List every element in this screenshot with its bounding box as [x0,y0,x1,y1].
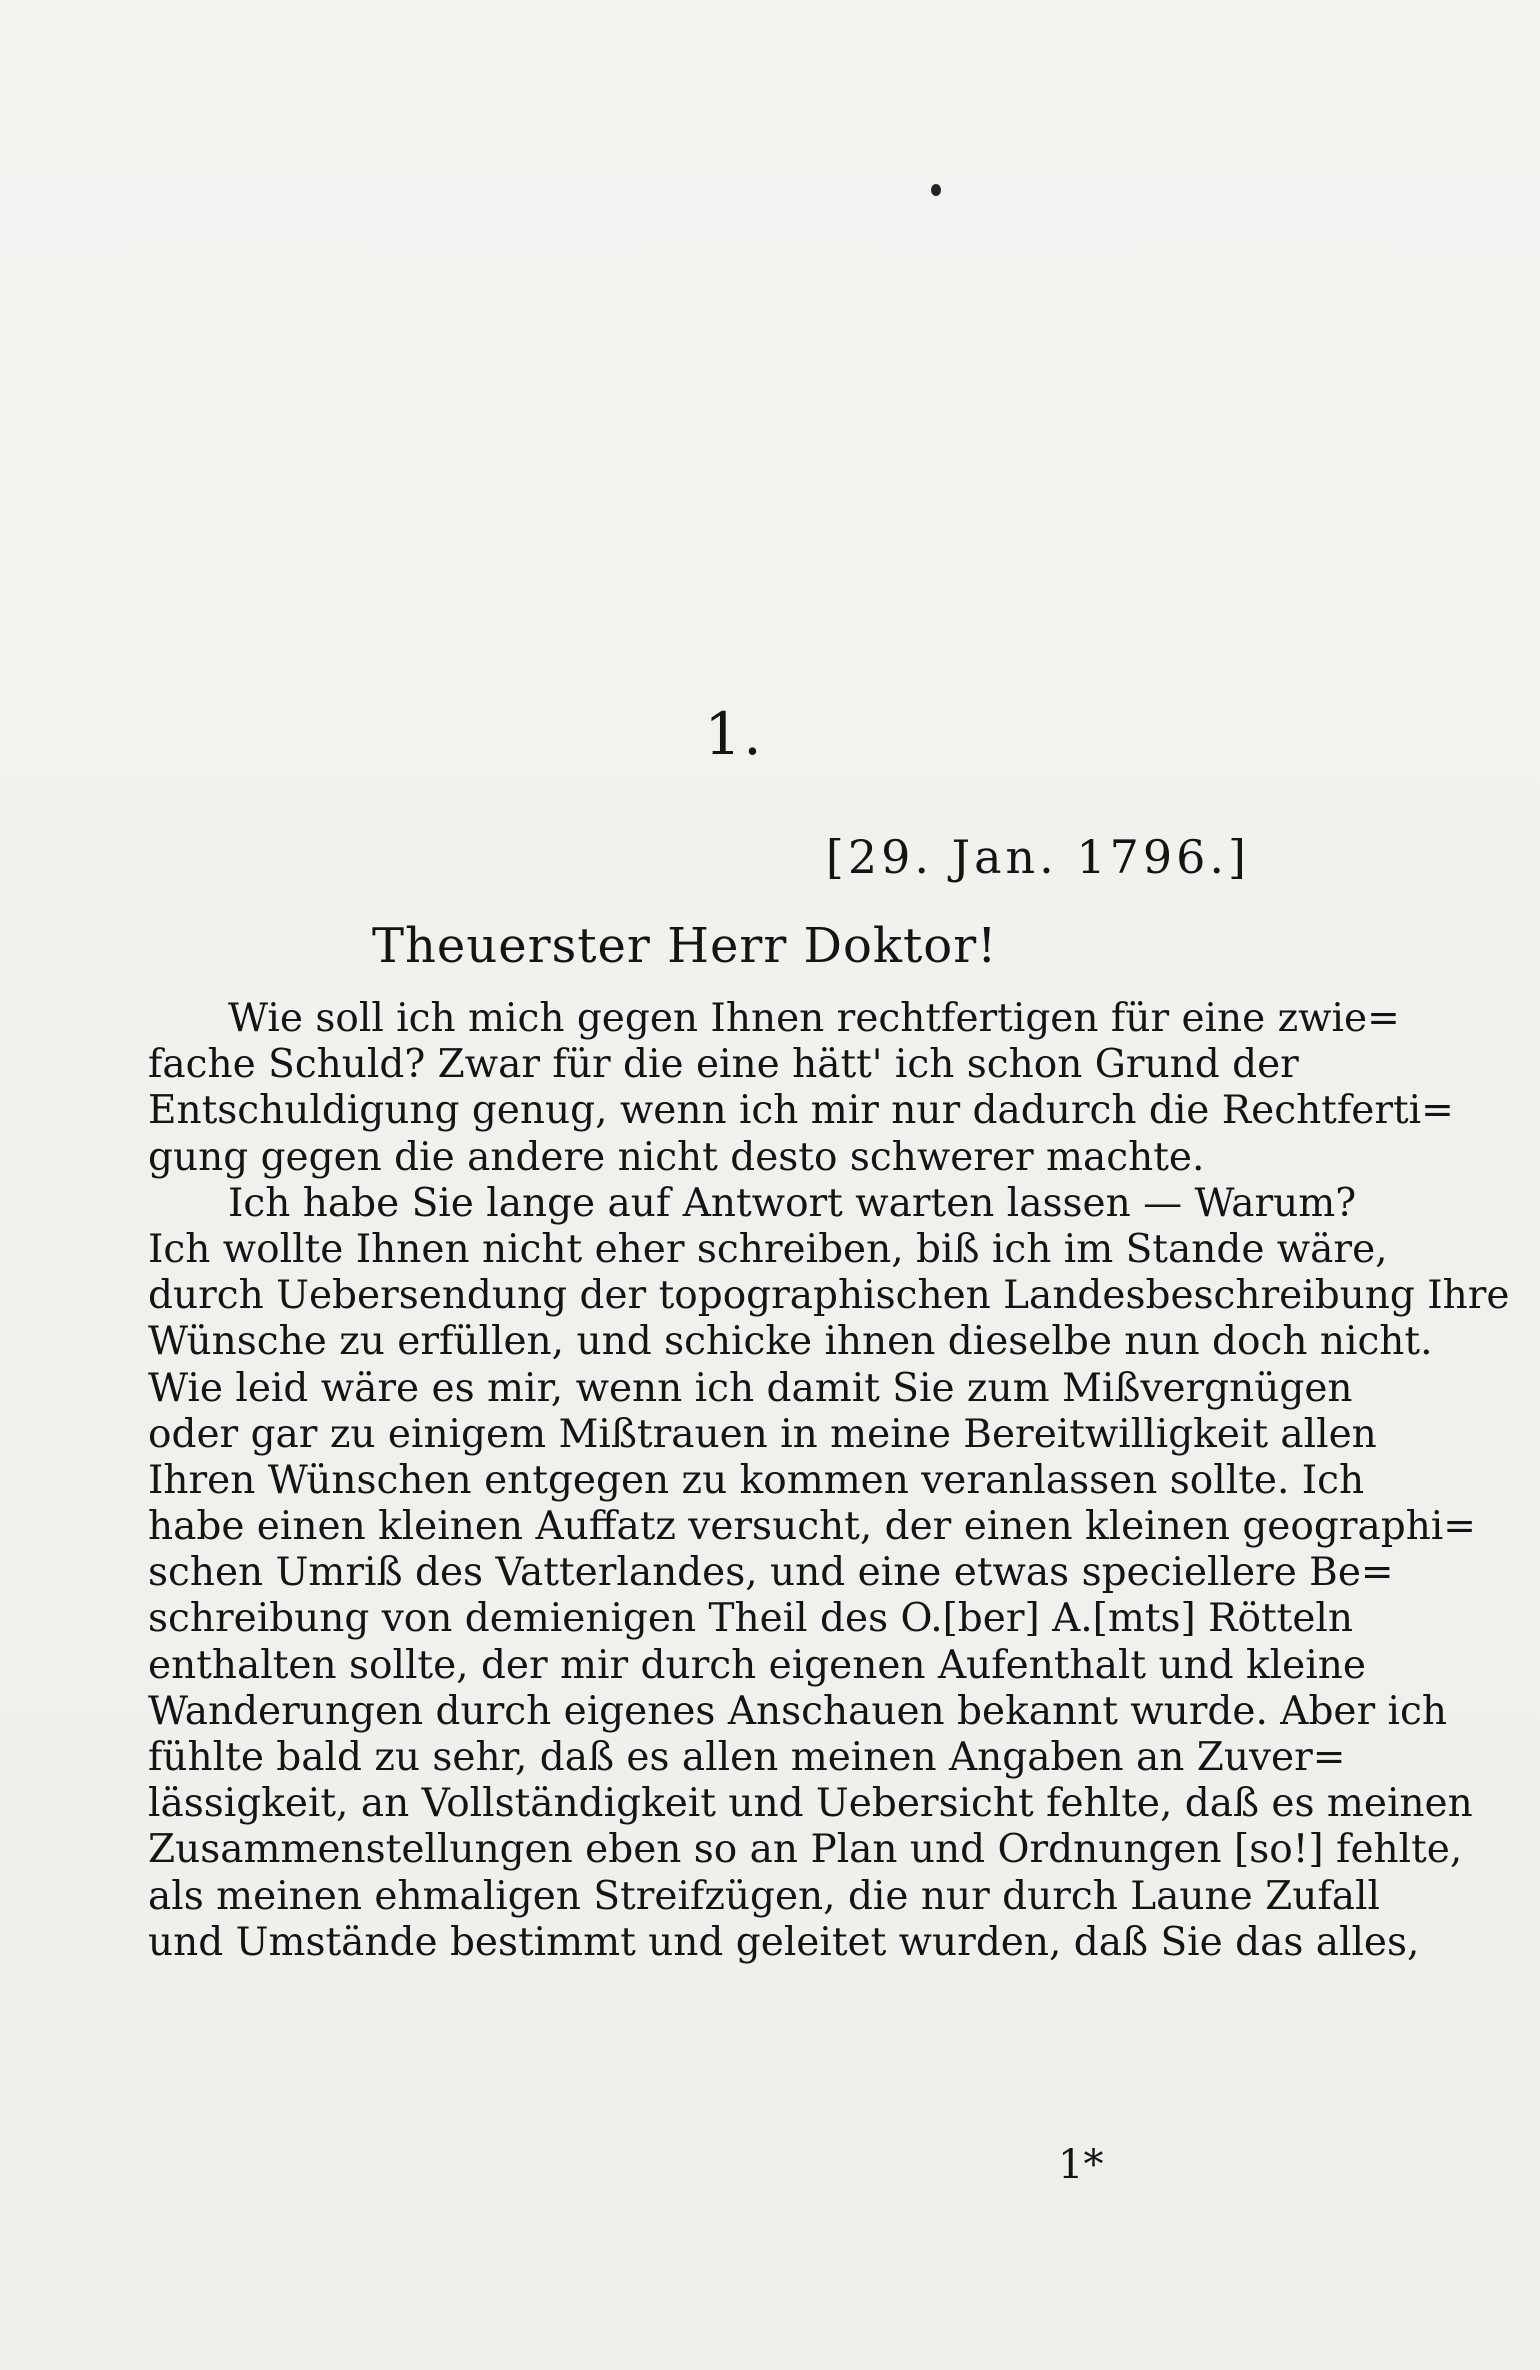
text-line: Zusammenstellungen eben so an Plan und Ordnungen [so!] fehlte, [148,1827,1463,1873]
text-line: schen Umriß des Vatterlandes, und eine etwas speciellere Be= [148,1550,1394,1596]
text-line: fühlte bald zu sehr, daß es allen meinen Angaben an Zuver= [148,1735,1346,1780]
text-line: fache Schuld? Zwar für die eine hätt' ich schon Grund der [148,1042,1299,1088]
text-line: Ich habe Sie lange auf Antwort warten lassen — Warum? [228,1180,1357,1226]
text-line: Wanderungen durch eigenes Anschauen bekannt wurde. Aber ich [148,1688,1447,1734]
text-line: Entschuldigung genug, wenn ich mir nur dadurch die Rechtferti= [148,1088,1454,1134]
text-line: durch Uebersendung der topographischen Landesbeschreibung Ihre [148,1273,1510,1319]
text-line: oder gar zu einigem Mißtrauen in meine Bereitwilligkeit allen [148,1411,1377,1457]
text-line: Ich wollte Ihnen nicht eher schreiben, biß ich im Stande wäre, [148,1226,1388,1272]
text-line: Wie soll ich mich gegen Ihnen rechtfertigen für eine zwie= [228,996,1400,1041]
text-line: gung gegen die andere nicht desto schwerer machte. [148,1134,1205,1180]
ink-speck [931,184,941,196]
salutation: Theuerster Herr Doktor! [372,918,998,974]
text-line: als meinen ehmaligen Streifzügen, die nur durch Laune Zufall [148,1873,1380,1919]
text-line: lässigkeit, an Vollständigkeit und Uebersicht fehlte, daß es meinen [148,1781,1473,1827]
text-line: habe einen kleinen Auffatz versucht, der einen kleinen geographi= [148,1504,1476,1550]
date-line: [29. Jan. 1796.] [825,830,1250,884]
text-line: und Umstände bestimmt und geleitet wurden, daß Sie das alles, [148,1919,1420,1965]
text-line: schreibung von demienigen Theil des O.[ber] A.[mts] Rötteln [148,1596,1354,1642]
text-line: Wie leid wäre es mir, wenn ich damit Sie zum Mißvergnügen [148,1365,1353,1411]
text-line: enthalten sollte, der mir durch eigenen Aufenthalt und kleine [148,1642,1366,1688]
text-line: Ihren Wünschen entgegen zu kommen veranlassen sollte. Ich [148,1457,1365,1503]
chapter-number: 1. [704,700,764,768]
signature-mark: 1* [1058,2142,1104,2188]
text-line: Wünsche zu erfüllen, und schicke ihnen dieselbe nun doch nicht. [148,1319,1433,1365]
letter-body [148,996,1510,1966]
